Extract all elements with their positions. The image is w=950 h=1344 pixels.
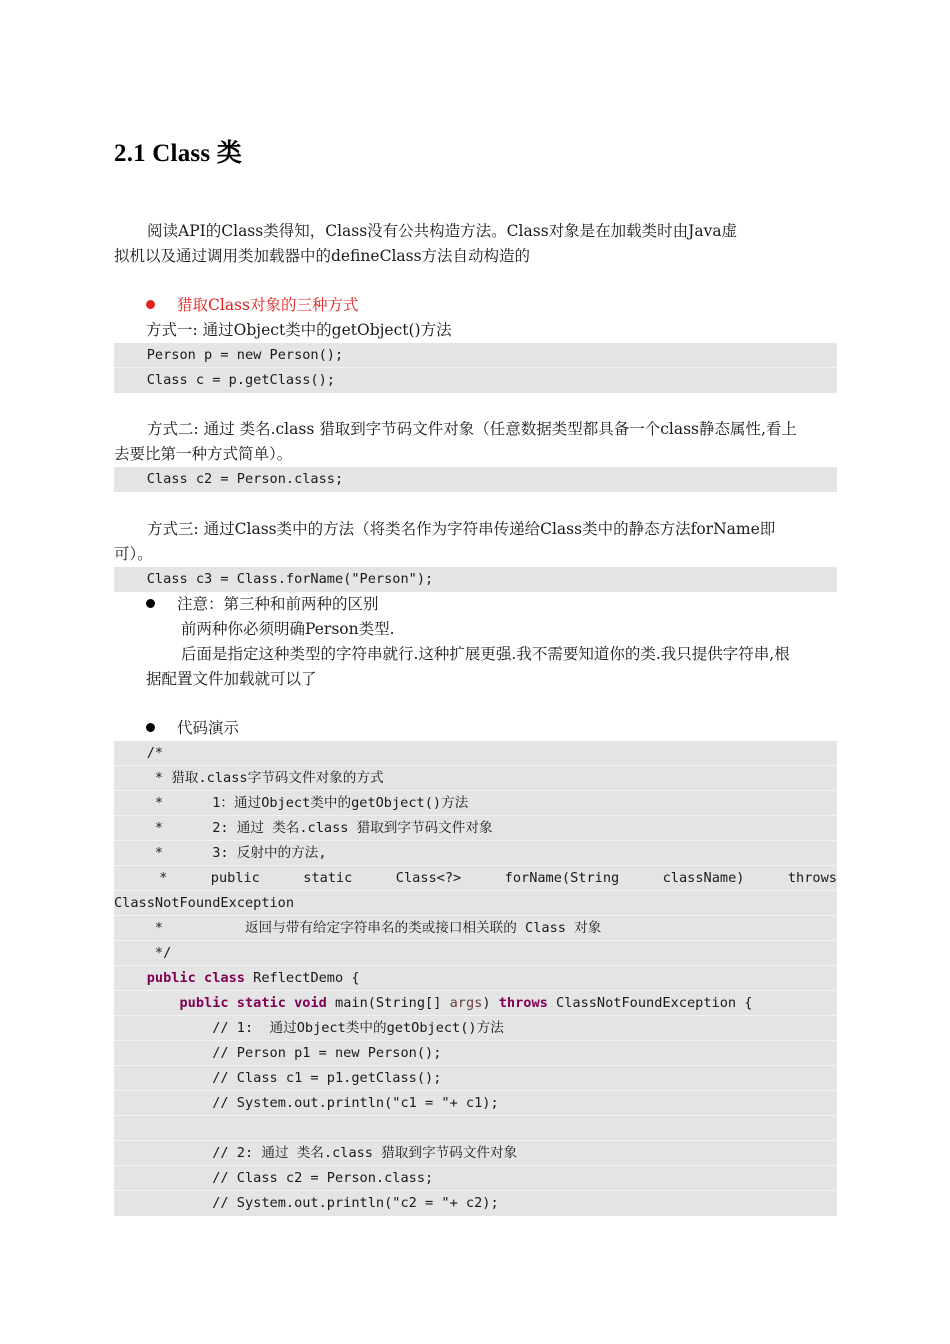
bullet-dot-icon: [146, 723, 155, 732]
method-three-line-1: 方式三: 通过Class类中的方法（将类名作为字符串传递给Class类中的静态方法forName即: [147, 520, 776, 538]
code-line: * 2: 通过 类名.class 猎取到字节码文件对象: [114, 816, 837, 841]
code-line: Person p = new Person();: [114, 343, 837, 368]
code-line: * 3: 反射中的方法,: [114, 841, 837, 866]
intro-line-2: 拟机以及通过调用类加载器中的defineClass方法自动构造的: [114, 247, 531, 265]
code-line: [114, 1116, 837, 1141]
bullet-three-ways-label: 猎取Class对象的三种方式: [177, 296, 359, 314]
method-three-line-2: 可）。: [114, 545, 153, 563]
code-line: // System.out.println("c2 = "+ c2);: [146, 1195, 499, 1211]
method-three-paragraph: [114, 517, 837, 567]
code-line: * 猎取.class字节码文件对象的方式: [114, 766, 837, 791]
code-line: Class c3 = Class.forName("Person");: [146, 571, 434, 587]
code-line: */: [114, 941, 837, 966]
section-heading: 2.1 Class 类: [114, 140, 242, 167]
code-line: // Class c1 = p1.getClass();: [114, 1066, 837, 1091]
code-line: ClassNotFoundException: [114, 891, 837, 916]
method-two-paragraph: [114, 417, 837, 467]
demo-title: 代码演示: [177, 719, 240, 737]
method-two-line-2: 去要比第一种方式简单）。: [114, 445, 293, 463]
bullet-dot-icon: [146, 300, 155, 309]
note-title: 注意：第三种和前两种的区别: [177, 595, 379, 613]
code-line: // Person p1 = new Person();: [114, 1041, 837, 1066]
note-line-2: 后面是指定这种类型的字符串就行.这种扩展更强.我不需要知道你的类.我只提供字符串,根: [181, 645, 790, 663]
code-block-method-one: [114, 343, 837, 393]
code-line: // System.out.println("c1 = "+ c1);: [114, 1091, 837, 1116]
code-line: Class c2 = Person.class;: [146, 471, 344, 487]
code-line: // Class c2 = Person.class;: [114, 1166, 837, 1191]
bullet-three-ways: [146, 293, 358, 318]
code-line: * 返回与带有给定字符串名的类或接口相关联的 Class 对象: [114, 916, 837, 941]
method-one-label: 方式一: 通过Object类中的getObject()方法: [146, 321, 452, 339]
intro-line-1: 阅读API的Class类得知，Class没有公共构造方法。Class对象是在加载类时由Java虚: [147, 222, 738, 240]
bullet-demo: [146, 716, 239, 741]
code-line: Class c = p.getClass();: [146, 372, 335, 388]
code-line: /*: [114, 741, 837, 766]
intro-paragraph: [114, 219, 837, 269]
code-line-forname: * public static Class<?> forName(String className) throws: [114, 866, 837, 891]
note-line-3: 据配置文件加载就可以了: [146, 670, 317, 688]
code-block-demo: [114, 741, 837, 1216]
code-line: * 1：通过Object类中的getObject()方法: [114, 791, 837, 816]
code-block-method-three: [114, 567, 837, 592]
code-line-main-decl: public static void main(String[] args) throws ClassNotFoundException {: [114, 991, 837, 1016]
code-line: // 1: 通过Object类中的getObject()方法: [114, 1016, 837, 1041]
code-block-method-two: [114, 467, 837, 492]
bullet-note: [146, 592, 379, 617]
bullet-dot-icon: [146, 599, 155, 608]
note-line-1: 前两种你必须明确Person类型.: [181, 620, 395, 638]
code-line: // 2: 通过 类名.class 猎取到字节码文件对象: [114, 1141, 837, 1166]
method-two-line-1: 方式二: 通过 类名.class 猎取到字节码文件对象（任意数据类型都具备一个class静态属性,看上: [147, 420, 797, 438]
code-line-class-decl: public class ReflectDemo {: [114, 966, 837, 991]
